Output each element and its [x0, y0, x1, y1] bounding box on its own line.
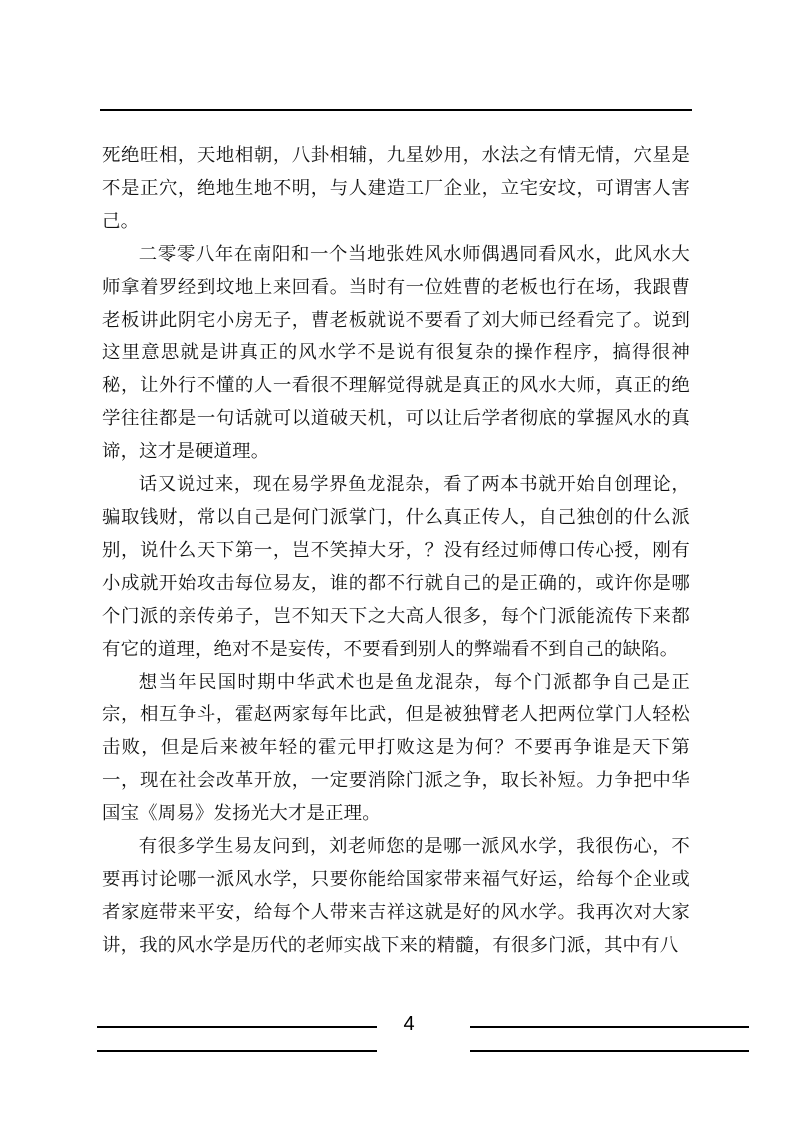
footer-rule-left-bottom — [97, 1050, 377, 1052]
footer-rule-left-top — [97, 1026, 377, 1028]
paragraph-5: 有很多学生易友问到，刘老师您的是哪一派风水学，我很伤心，不要再讨论哪一派风水学，只要你能给国家带来福气好运，给每个企业或者家庭带来平安，给每个人带来吉祥这就是好的风水学。我再次对大家讲，我的风水学是历代的老师实战下来的精髓，有很多门派，其中有八 — [102, 836, 690, 956]
paragraph-2: 二零零八年在南阳和一个当地张姓风水师偶遇同看风水，此风水大师拿着罗经到坟地上来回看。当时有一位姓曹的老板也行在场，我跟曹老板讲此阴宅小房无子，曹老板就说不要看了刘大师已经看完了。说到这里意思就是讲真正的风水学不是说有很复杂的操作程序，搞得很神秘，让外行不懂的人一看很不理解觉得就是真正的风水大师，真正的绝学往往都是一句话就可以道破天机，可以让后学者彻底的掌握风水的真谛，这才是硬道理。 — [102, 243, 690, 463]
footer-rule-right-top — [470, 1026, 749, 1028]
paragraph-1: 死绝旺相，天地相朝，八卦相辅，九星妙用，水法之有情无情，穴星是不是正穴，绝地生地不明，与人建造工厂企业，立宅安坟，可谓害人害己。 — [102, 145, 690, 232]
paragraph-4: 想当年民国时期中华武术也是鱼龙混杂，每个门派都争自己是正宗，相互争斗，霍赵两家每年比武，但是被独臂老人把两位掌门人轻松击败，但是后来被年轻的霍元甲打败这是为何？不要再争谁是天下第一，现在社会改革开放，一定要消除门派之争，取长补短。力争把中华国宝《周易》发扬光大才是正理。 — [102, 671, 690, 825]
body-text — [102, 140, 690, 963]
paragraph-3: 话又说过来，现在易学界鱼龙混杂，看了两本书就开始自创理论，骗取钱财，常以自己是何门派掌门，什么真正传人，自己独创的什么派别，说什么天下第一，岂不笑掉大牙，？没有经过师傅口传心授，刚有小成就开始攻击每位易友，谁的都不行就自己的是正确的，或许你是哪个门派的亲传弟子，岂不知天下之大高人很多，每个门派能流传下来都有它的道理，绝对不是妄传，不要看到别人的弊端看不到自己的缺陷。 — [102, 474, 690, 660]
footer-rule-right-bottom — [470, 1050, 749, 1052]
header-rule — [100, 109, 692, 111]
page-number: 4 — [403, 1013, 415, 1035]
